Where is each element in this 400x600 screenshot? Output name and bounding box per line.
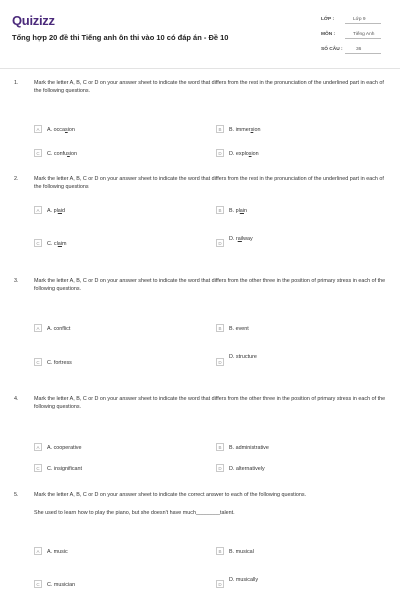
- option-b[interactable]: B B. immersion: [216, 125, 260, 133]
- question-number: 2.: [14, 176, 19, 182]
- option-letter-box: B: [216, 206, 224, 214]
- question-number: 3.: [14, 278, 19, 284]
- option-letter-box: A: [34, 125, 42, 133]
- option-c[interactable]: C C. insignificant: [34, 464, 82, 472]
- option-d[interactable]: D D. railway: [216, 236, 253, 247]
- underlined-part: ai: [57, 240, 62, 247]
- option-a[interactable]: A A. music: [34, 547, 68, 555]
- option-c[interactable]: C C. claim: [34, 239, 67, 247]
- question-text: Mark the letter A, B, C or D on your answer sheet to indicate the word that differs from the rest in the pronunciation of the underlined part in each of the following questions: [34, 176, 384, 190]
- option-letter-box: C: [34, 358, 42, 366]
- option-b[interactable]: B B. event: [216, 324, 249, 332]
- option-letter-box: B: [216, 547, 224, 555]
- question-text: Mark the letter A, B, C or D on your answer sheet to indicate the word that differs from the other three in the position of primary stress in each of the following questions.: [34, 278, 386, 292]
- option-b[interactable]: B B. plain: [216, 206, 247, 214]
- question-text: Mark the letter A, B, C or D on your answer sheet to indicate the word that differs from the rest in the pronunciation of the underlined part in each of the following questions.: [34, 80, 384, 94]
- option-d[interactable]: D D. explosion: [216, 149, 259, 157]
- option-letter-box: D: [216, 149, 224, 157]
- option-c[interactable]: C C. fortress: [34, 358, 72, 366]
- underlined-part: s: [248, 150, 252, 157]
- option-b[interactable]: B B. musical: [216, 547, 254, 555]
- option-letter-box: C: [34, 239, 42, 247]
- option-letter-box: A: [34, 443, 42, 451]
- option-a[interactable]: A A. plaid: [34, 206, 65, 214]
- option-letter-box: A: [34, 547, 42, 555]
- meta-subject-label: MÔN :: [321, 32, 336, 37]
- meta-count-label: SỐ CÂU :: [321, 47, 343, 52]
- underlined-part: ai: [237, 236, 242, 242]
- option-letter-box: D: [216, 358, 224, 366]
- underlined-part: s: [250, 126, 254, 133]
- document-title: Tổng hợp 20 đề thi Tiếng anh ôn thi vào 10 có đáp án - Đề 10: [12, 33, 229, 42]
- meta-class-label: LỚP :: [321, 17, 335, 22]
- option-letter-box: B: [216, 324, 224, 332]
- quizizz-logo: Quizizz: [12, 13, 55, 28]
- option-letter-box: D: [216, 464, 224, 472]
- question-text: Mark the letter A, B, C or D on your answer sheet to indicate the correct answer to each of the following questions.: [34, 492, 307, 498]
- question-number: 4.: [14, 396, 19, 402]
- option-letter-box: D: [216, 580, 224, 588]
- question-sentence: She used to learn how to play the piano, but she doesn't have much________talent.: [34, 510, 235, 516]
- option-a[interactable]: A A. conflict: [34, 324, 70, 332]
- question-text: Mark the letter A, B, C or D on your answer sheet to indicate the word that differs from the other three in the position of primary stress in each of the following questions.: [34, 396, 386, 410]
- option-c[interactable]: C C. musician: [34, 580, 75, 588]
- underlined-part: s: [64, 126, 68, 133]
- option-letter-box: C: [34, 464, 42, 472]
- option-letter-box: C: [34, 149, 42, 157]
- meta-count-value: 36: [345, 47, 381, 54]
- option-letter-box: A: [34, 206, 42, 214]
- underlined-part: ai: [57, 207, 62, 214]
- option-d[interactable]: D D. musically: [216, 577, 258, 588]
- option-a[interactable]: A A. occasion: [34, 125, 75, 133]
- header-divider: [0, 68, 400, 69]
- meta-subject-value: Tiếng Anh: [345, 32, 381, 39]
- option-a[interactable]: A A. cooperative: [34, 443, 81, 451]
- option-letter-box: C: [34, 580, 42, 588]
- worksheet-header: [0, 0, 400, 68]
- option-c[interactable]: C C. confusion: [34, 149, 77, 157]
- option-d[interactable]: D D. alternatively: [216, 464, 265, 472]
- option-letter-box: B: [216, 125, 224, 133]
- underlined-part: ai: [239, 207, 244, 214]
- option-d[interactable]: D D. structure: [216, 354, 257, 366]
- question-number: 1.: [14, 80, 19, 86]
- meta-class-value: Lớp 9: [345, 17, 381, 24]
- option-b[interactable]: B B. administrative: [216, 443, 269, 451]
- option-letter-box: A: [34, 324, 42, 332]
- option-letter-box: B: [216, 443, 224, 451]
- underlined-part: s: [67, 150, 70, 157]
- option-letter-box: D: [216, 239, 224, 247]
- question-number: 5.: [14, 492, 19, 498]
